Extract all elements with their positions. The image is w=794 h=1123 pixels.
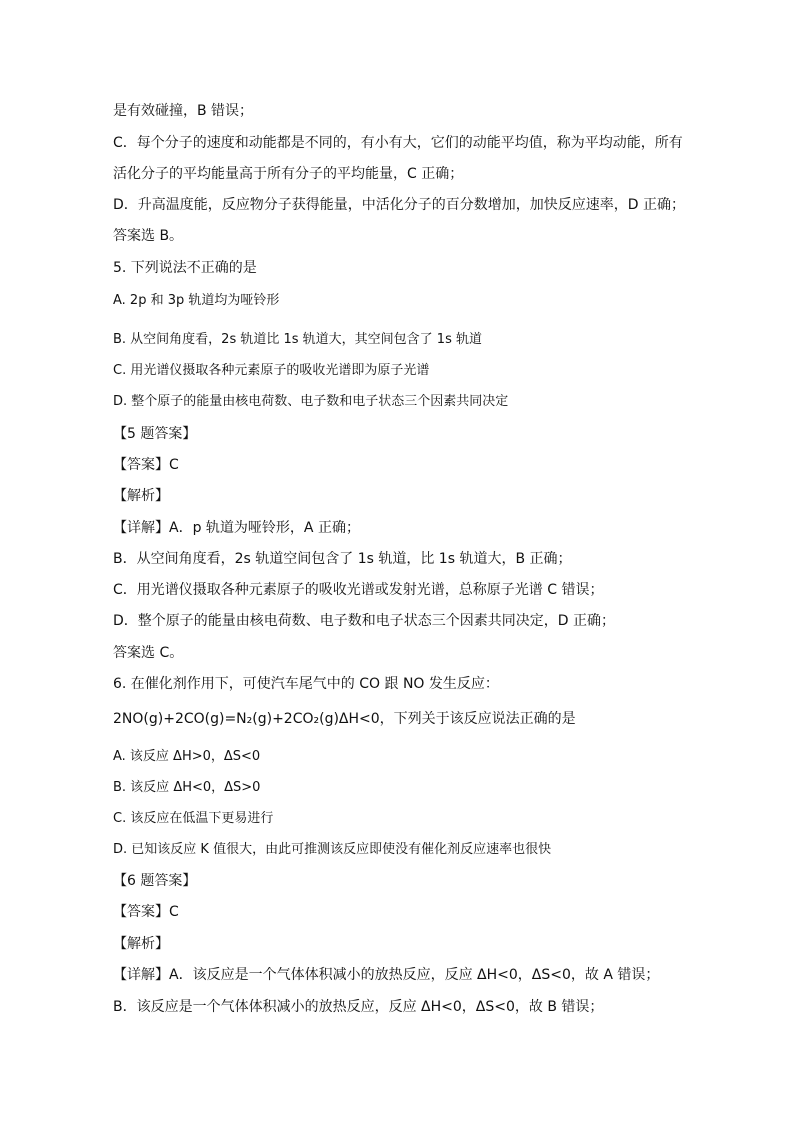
text-line: 答案选 B。	[113, 228, 184, 244]
analysis-label: 【解析】	[113, 488, 169, 504]
text-line: 活化分子的平均能量高于所有分子的平均能量，C 正确；	[113, 166, 464, 182]
option-c: C. 该反应在低温下更易进行	[113, 811, 274, 826]
option-c: C. 用光谱仪摄取各种元素原子的吸收光谱即为原子光谱	[113, 363, 430, 378]
answer-header: 【5 题答案】	[113, 426, 197, 442]
question-title: 6. 在催化剂作用下，可使汽车尾气中的 CO 跟 NO 发生反应：	[113, 676, 499, 692]
detail-line: C．用光谱仪摄取各种元素原子的吸收光谱或发射光谱，总称原子光谱 C 错误；	[113, 582, 604, 598]
option-a: A. 该反应 ΔH>0，ΔS<0	[113, 749, 261, 764]
equation-line: 2NO(g)+2CO(g)=N₂(g)+2CO₂(g)ΔH<0，下列关于该反应说法正确的是	[113, 711, 576, 727]
detail-line: B．该反应是一个气体体积减小的放热反应，反应 ΔH<0，ΔS<0，故 B 错误；	[113, 999, 604, 1015]
detail-line: B．从空间角度看，2s 轨道空间包含了 1s 轨道，比 1s 轨道大，B 正确；	[113, 551, 572, 567]
text-line: 答案选 C。	[113, 645, 184, 661]
text-line: C．每个分子的速度和动能都是不同的，有小有大，它们的动能平均值，称为平均动能，所有	[113, 135, 683, 151]
option-d: D. 已知该反应 K 值很大，由此可推测该反应即使没有催化剂反应速率也很快	[113, 842, 552, 857]
option-d: D. 整个原子的能量由核电荷数、电子数和电子状态三个因素共同决定	[113, 394, 509, 409]
option-a: A. 2p 和 3p 轨道均为哑铃形	[113, 293, 280, 308]
answer-line: 【答案】C	[113, 457, 179, 473]
text-line: 是有效碰撞，B 错误；	[113, 103, 254, 119]
answer-line: 【答案】C	[113, 904, 179, 920]
detail-line: D．整个原子的能量由核电荷数、电子数和电子状态三个因素共同决定，D 正确；	[113, 613, 616, 629]
option-b: B. 该反应 ΔH<0，ΔS>0	[113, 780, 261, 795]
analysis-label: 【解析】	[113, 936, 169, 952]
text-line: D．升高温度能，反应物分子获得能量，中活化分子的百分数增加，加快反应速率，D 正确；	[113, 197, 686, 213]
question-title: 5. 下列说法不正确的是	[113, 260, 257, 276]
option-b: B. 从空间角度看，2s 轨道比 1s 轨道大，其空间包含了 1s 轨道	[113, 332, 482, 347]
detail-line: 【详解】A．p 轨道为哑铃形，A 正确；	[113, 520, 360, 536]
answer-header: 【6 题答案】	[113, 873, 197, 889]
detail-line: 【详解】A．该反应是一个气体体积减小的放热反应，反应 ΔH<0，ΔS<0，故 A 错误；	[113, 967, 660, 983]
